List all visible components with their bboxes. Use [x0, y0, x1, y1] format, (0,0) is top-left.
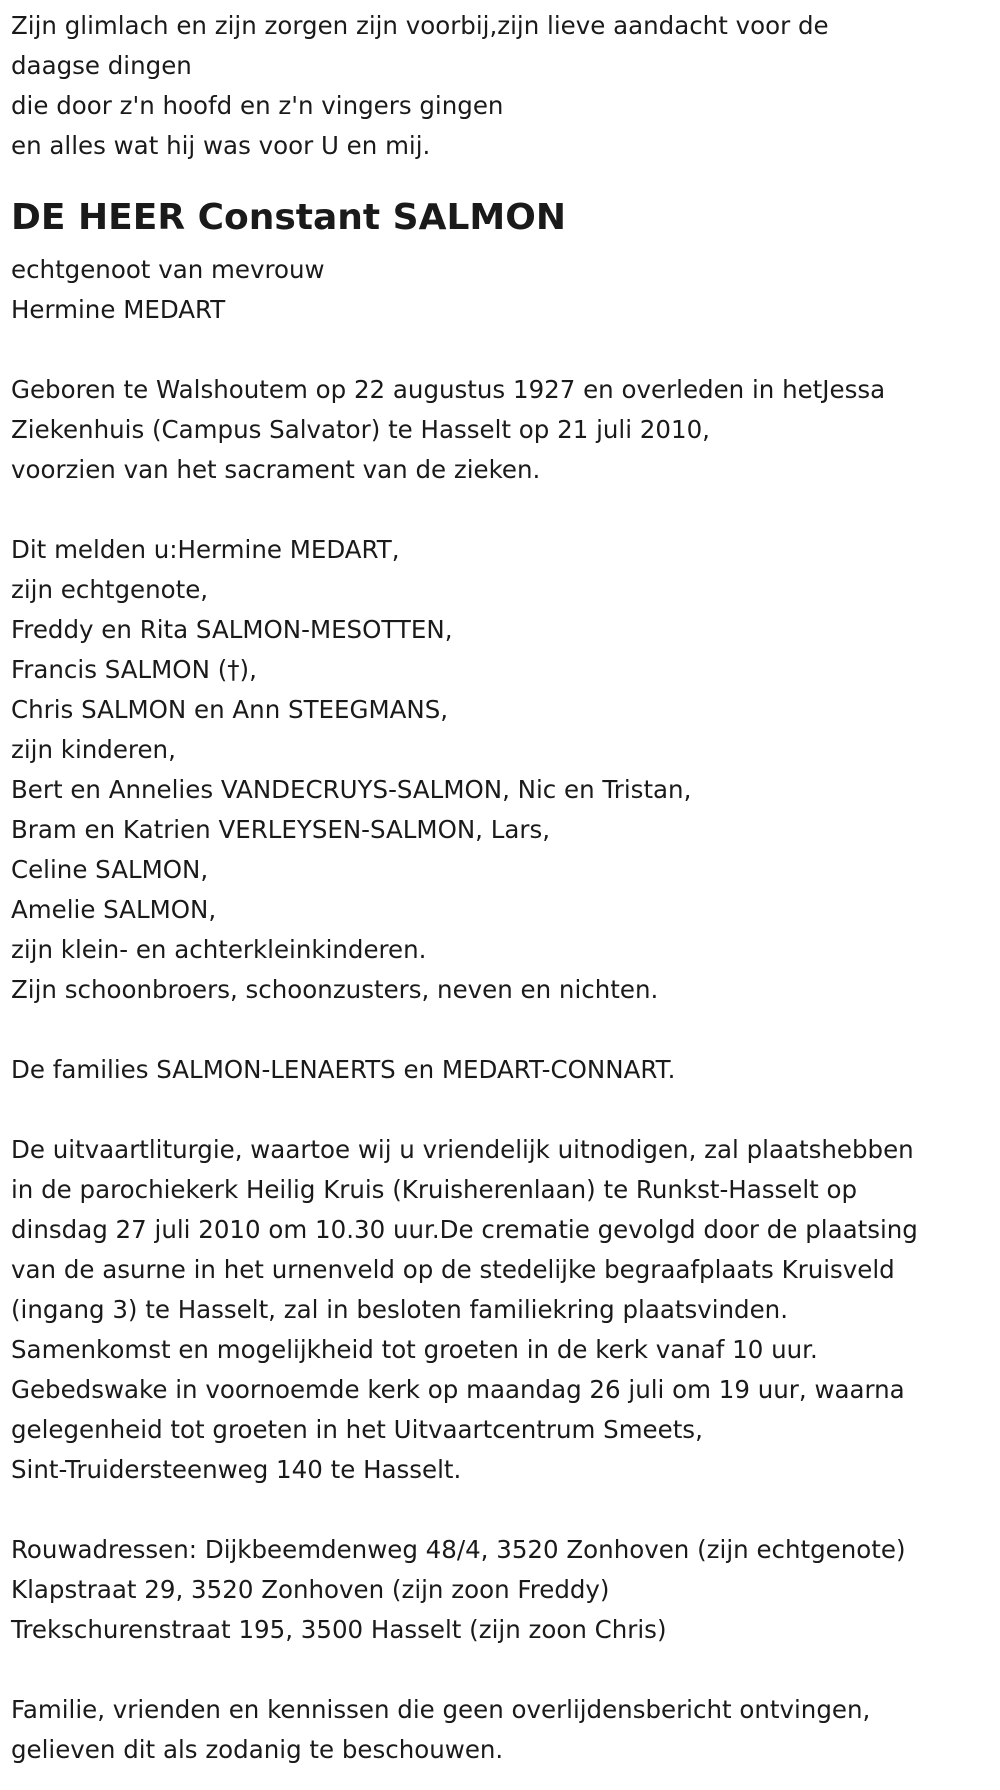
- ceremony-line: Gebedswake in voornoemde kerk op maandag 26 juli om 19 uur, waarna: [11, 1375, 905, 1404]
- birth-death-section: [11, 370, 1000, 490]
- ceremony-line: De uitvaartliturgie, waartoe wij u vriendelijk uitnodigen, zal plaatshebben: [11, 1135, 914, 1164]
- announcer-line: Zijn schoonbroers, schoonzusters, neven en nichten.: [11, 975, 659, 1004]
- announcers-section: [11, 530, 1000, 1010]
- spacer: [11, 1650, 1000, 1690]
- closing-line: Familie, vrienden en kennissen die geen overlijdensbericht ontvingen,: [11, 1695, 871, 1724]
- announcer-line: zijn echtgenote,: [11, 575, 209, 604]
- spacer: [11, 1490, 1000, 1530]
- ceremony-line: van de asurne in het urnenveld op de stedelijke begraafplaats Kruisveld: [11, 1255, 895, 1284]
- spacer: [11, 330, 1000, 370]
- spacer: [11, 1090, 1000, 1130]
- announcer-line: zijn kinderen,: [11, 735, 176, 764]
- deceased-name: DE HEER Constant SALMON: [11, 197, 566, 238]
- ceremony-line: Samenkomst en mogelijkheid tot groeten in de kerk vanaf 10 uur.: [11, 1335, 818, 1364]
- address-line: Klapstraat 29, 3520 Zonhoven (zijn zoon Freddy): [11, 1575, 610, 1604]
- birth-death-line: Ziekenhuis (Campus Salvator) te Hasselt op 21 juli 2010,: [11, 415, 710, 444]
- closing-section: [11, 1690, 1000, 1770]
- address-line: Trekschurenstraat 195, 3500 Hasselt (zijn zoon Chris): [11, 1615, 667, 1644]
- address-line: Rouwadressen: Dijkbeemdenweg 48/4, 3520 Zonhoven (zijn echtgenote): [11, 1535, 906, 1564]
- announcer-line: Chris SALMON en Ann STEEGMANS,: [11, 695, 449, 724]
- spouse-line: Hermine MEDART: [11, 295, 226, 324]
- families-line: De families SALMON-LENAERTS en MEDART-CONNART.: [11, 1055, 676, 1084]
- announcer-line: Amelie SALMON,: [11, 895, 217, 924]
- announcer-line: Bert en Annelies VANDECRUYS-SALMON, Nic en Tristan,: [11, 775, 692, 804]
- closing-line: gelieven dit als zodanig te beschouwen.: [11, 1735, 504, 1764]
- announcer-line: Bram en Katrien VERLEYSEN-SALMON, Lars,: [11, 815, 551, 844]
- ceremony-line: dinsdag 27 juli 2010 om 10.30 uur.De crematie gevolgd door de plaatsing: [11, 1215, 918, 1244]
- ceremony-line: gelegenheid tot groeten in het Uitvaartcentrum Smeets,: [11, 1415, 703, 1444]
- poem-line: Zijn glimlach en zijn zorgen zijn voorbij,zijn lieve aandacht voor de: [11, 11, 829, 40]
- ceremony-section: [11, 1130, 1000, 1490]
- poem-line: daagse dingen: [11, 51, 192, 80]
- birth-death-line: voorzien van het sacrament van de zieken.: [11, 455, 541, 484]
- announcer-line: zijn klein- en achterkleinkinderen.: [11, 935, 427, 964]
- poem-line: en alles wat hij was voor U en mij.: [11, 131, 431, 160]
- poem-line: die door z'n hoofd en z'n vingers gingen: [11, 91, 504, 120]
- poem-section: [11, 6, 1000, 166]
- spacer: [11, 490, 1000, 530]
- ceremony-line: (ingang 3) te Hasselt, zal in besloten familiekring plaatsvinden.: [11, 1295, 788, 1324]
- announcer-line: Freddy en Rita SALMON-MESOTTEN,: [11, 615, 453, 644]
- announcer-line: Dit melden u:Hermine MEDART,: [11, 535, 400, 564]
- birth-death-line: Geboren te Walshoutem op 22 augustus 1927 en overleden in hetJessa: [11, 375, 886, 404]
- addresses-section: [11, 1530, 1000, 1650]
- spouse-section: [11, 250, 1000, 330]
- ceremony-line: in de parochiekerk Heilig Kruis (Kruisherenlaan) te Runkst-Hasselt op: [11, 1175, 858, 1204]
- spacer: [11, 1010, 1000, 1050]
- announcer-line: Celine SALMON,: [11, 855, 209, 884]
- announcer-line: Francis SALMON (†),: [11, 655, 257, 684]
- ceremony-line: Sint-Truidersteenweg 140 te Hasselt.: [11, 1455, 462, 1484]
- spouse-line: echtgenoot van mevrouw: [11, 255, 325, 284]
